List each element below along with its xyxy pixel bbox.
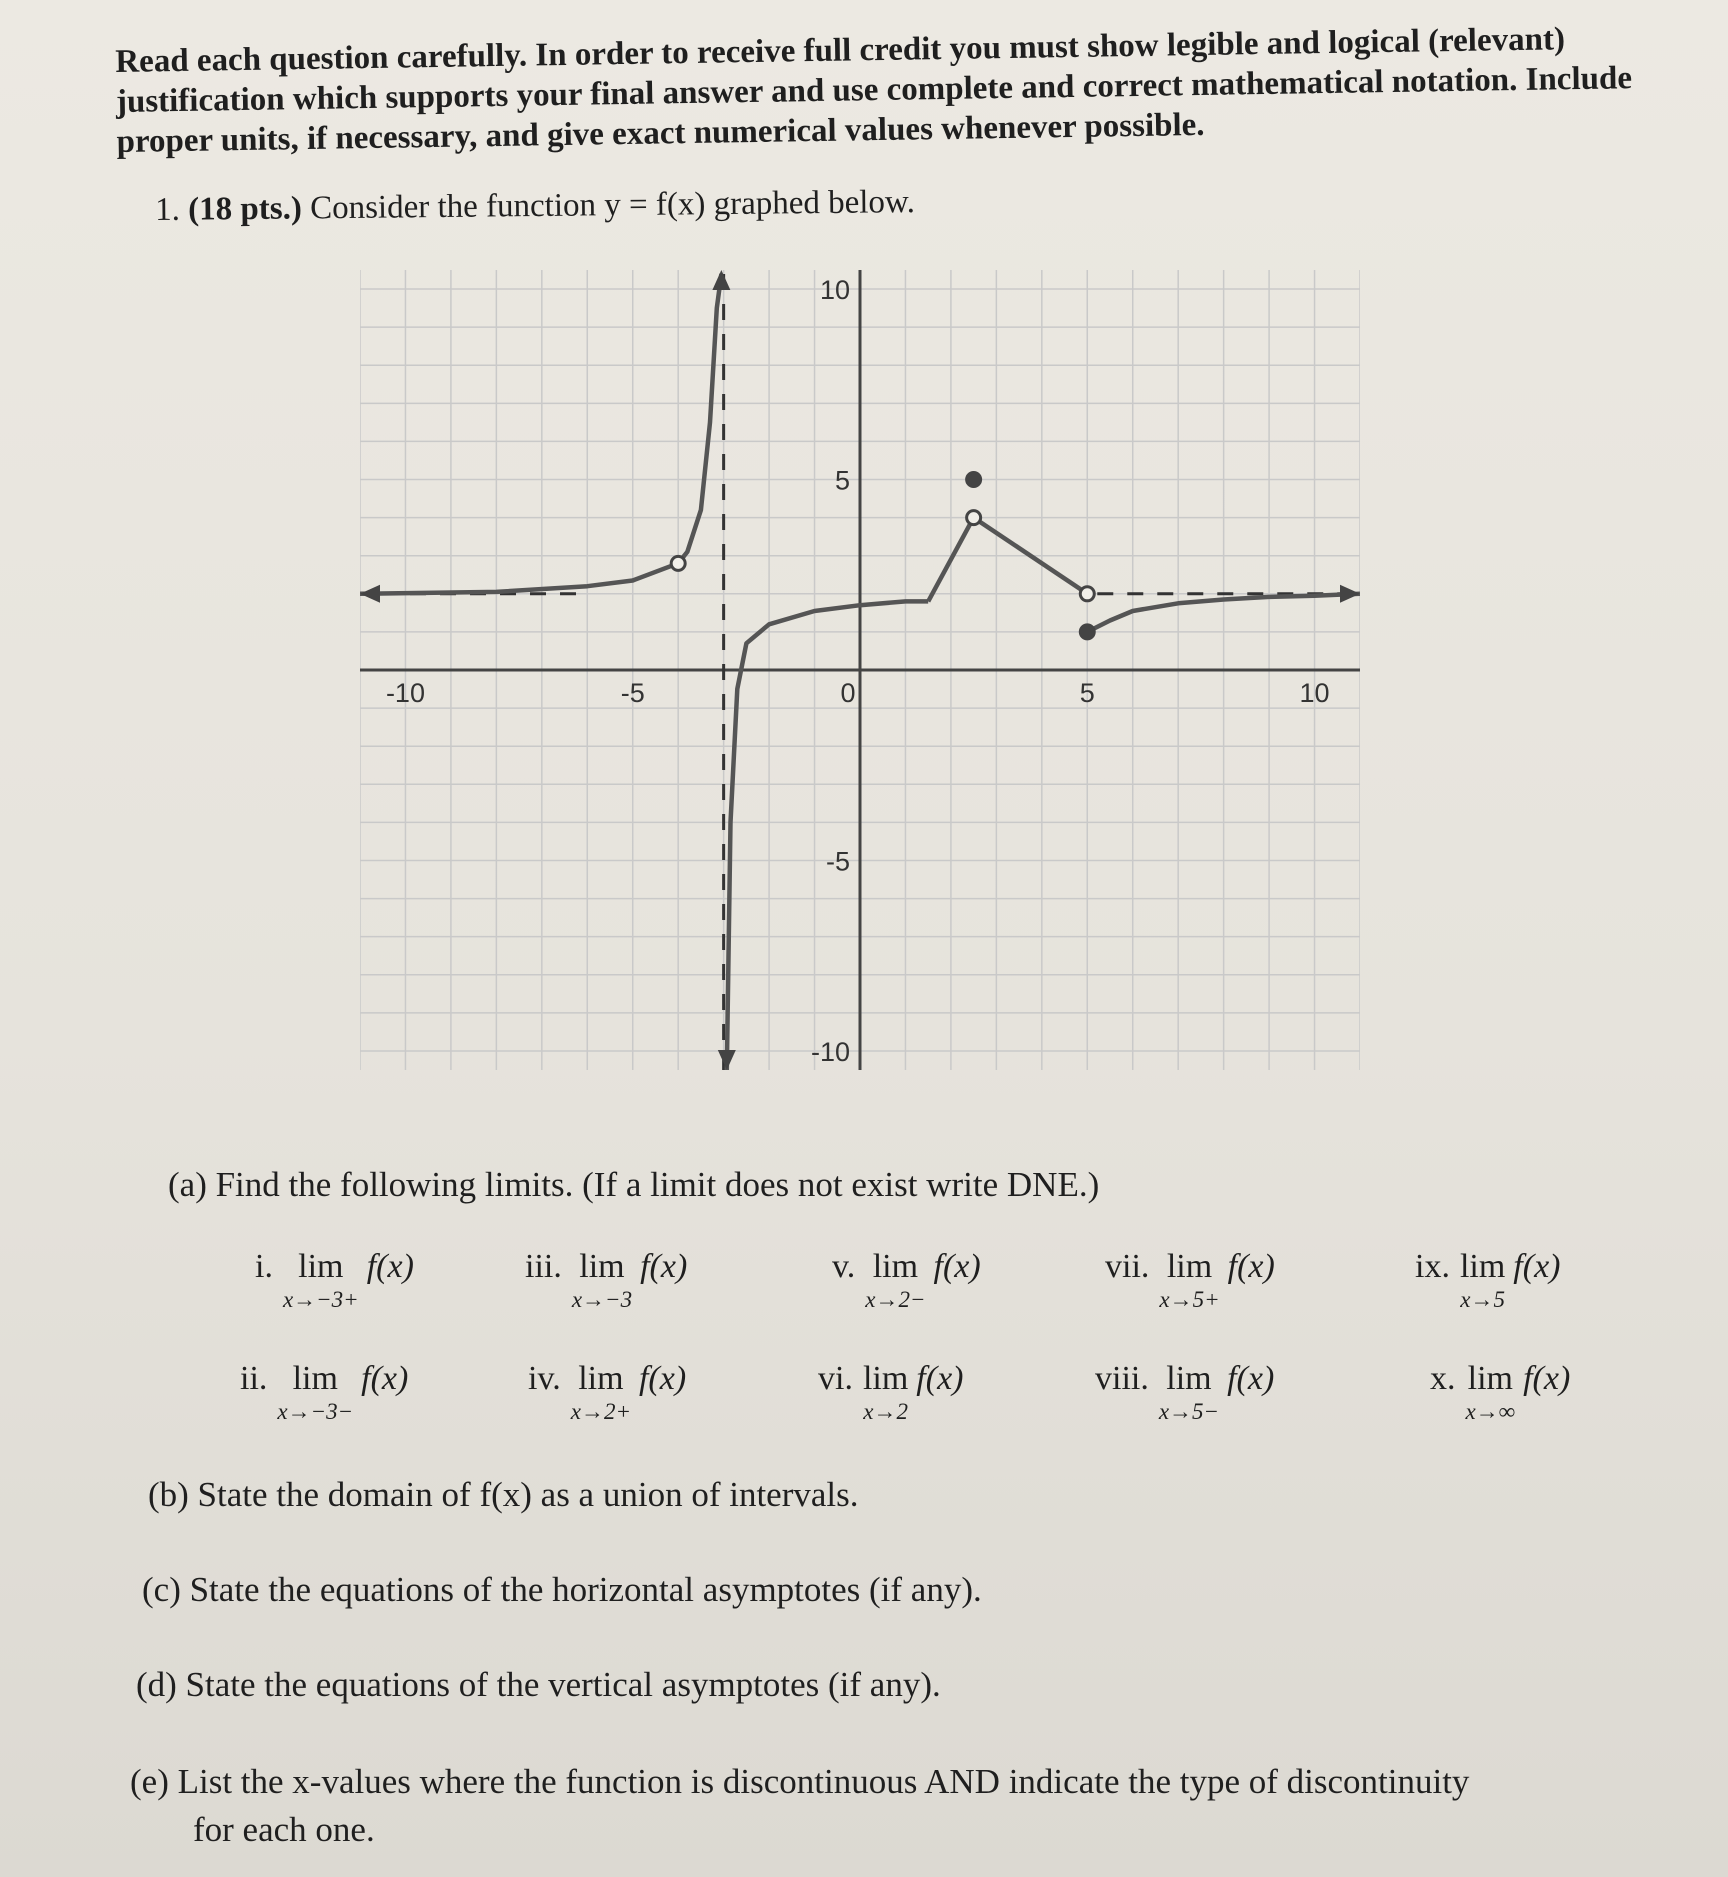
limit-approach: x→2+ bbox=[570, 1399, 631, 1424]
limit-word: lim bbox=[579, 1248, 625, 1285]
limit-approach: x→5− bbox=[1158, 1399, 1220, 1424]
limit-viii bbox=[1095, 1360, 1274, 1424]
open-point bbox=[1080, 587, 1094, 601]
y-tick-label: -5 bbox=[825, 846, 850, 877]
limit-approach: x→2 bbox=[863, 1399, 908, 1424]
limit-word: lim bbox=[872, 1248, 919, 1285]
limit-number: viii. bbox=[1095, 1360, 1149, 1397]
limit-number: iv. bbox=[528, 1360, 561, 1397]
arrow-down bbox=[718, 1050, 736, 1070]
part-a: (a) Find the following limits. (If a limit does not exist write DNE.) bbox=[168, 1165, 1100, 1204]
limit-function: f(x) bbox=[638, 1360, 687, 1397]
arrow-left bbox=[360, 585, 380, 603]
part-d: (d) State the equations of the vertical asymptotes (if any). bbox=[136, 1665, 941, 1704]
x-tick-label: 10 bbox=[1299, 678, 1330, 708]
open-point bbox=[967, 511, 981, 525]
y-tick-label: 10 bbox=[819, 275, 850, 306]
open-point bbox=[671, 556, 685, 570]
limit-number: iii. bbox=[525, 1248, 562, 1285]
limit-approach: x→∞ bbox=[1465, 1399, 1516, 1424]
part-c: (c) State the equations of the horizontal asymptotes (if any). bbox=[142, 1570, 982, 1609]
limit-number: ix. bbox=[1415, 1248, 1450, 1285]
limit-iii bbox=[525, 1248, 687, 1312]
limit-vi bbox=[818, 1360, 963, 1424]
limit-number: v. bbox=[832, 1248, 856, 1285]
limit-v bbox=[832, 1248, 981, 1312]
limit-function: f(x) bbox=[640, 1248, 688, 1285]
limit-approach: x→−3− bbox=[277, 1399, 354, 1424]
limit-function: f(x) bbox=[916, 1360, 964, 1397]
limit-iv bbox=[528, 1360, 686, 1424]
arrow-right bbox=[1340, 585, 1360, 603]
limit-word: lim bbox=[298, 1248, 344, 1285]
limit-word: lim bbox=[1459, 1248, 1506, 1285]
part-b: (b) State the domain of f(x) as a union of intervals. bbox=[148, 1475, 859, 1514]
limit-function: f(x) bbox=[1523, 1360, 1571, 1397]
limit-word: lim bbox=[292, 1360, 338, 1397]
limit-function: f(x) bbox=[1227, 1248, 1275, 1285]
limit-approach: x→5 bbox=[1460, 1287, 1505, 1312]
question-text: Consider the function y = f(x) graphed below. bbox=[309, 184, 916, 227]
curve-middle-branch bbox=[727, 601, 928, 1070]
limit-word: lim bbox=[862, 1360, 909, 1397]
arrow-up bbox=[712, 270, 730, 290]
function-graph bbox=[360, 270, 1360, 1070]
limit-function: f(x) bbox=[933, 1248, 981, 1285]
y-tick-label: -10 bbox=[810, 1036, 850, 1067]
curve-left-branch bbox=[360, 274, 721, 594]
limit-x bbox=[1430, 1360, 1570, 1424]
limit-word: lim bbox=[1467, 1360, 1513, 1397]
limit-number: vi. bbox=[818, 1360, 853, 1397]
part-e-continued: for each one. bbox=[193, 1810, 375, 1849]
x-tick-label: 5 bbox=[1079, 678, 1095, 708]
filled-point bbox=[967, 473, 981, 487]
question-1 bbox=[155, 184, 915, 229]
limit-word: lim bbox=[1166, 1360, 1212, 1397]
limit-function: f(x) bbox=[1513, 1248, 1561, 1285]
question-points: (18 pts.) bbox=[187, 190, 303, 228]
x-tick-label: 0 bbox=[840, 678, 856, 708]
limit-ii bbox=[240, 1360, 408, 1424]
x-tick-label: -10 bbox=[385, 678, 425, 708]
limit-word: lim bbox=[1166, 1248, 1213, 1285]
limit-number: x. bbox=[1430, 1360, 1456, 1397]
instructions: Read each question carefully. In order to receive full credit you must show legible and logical (relevant) justification which supports your final answer and use complete and correct mathematical notation. Include proper units, if necessary, and give exact numerical values whenever possible. bbox=[115, 21, 1633, 160]
x-tick-label: -5 bbox=[620, 678, 645, 708]
y-tick-label: 5 bbox=[834, 465, 850, 496]
limit-number: i. bbox=[255, 1248, 273, 1285]
limit-approach: x→2− bbox=[865, 1287, 926, 1312]
part-e: (e) List the x-values where the function is discontinuous AND indicate the type of discontinuity bbox=[130, 1762, 1470, 1801]
filled-point bbox=[1080, 625, 1094, 639]
limit-approach: x→5+ bbox=[1159, 1287, 1220, 1312]
limit-i bbox=[255, 1248, 414, 1312]
question-number: 1. bbox=[155, 191, 181, 228]
limit-word: lim bbox=[578, 1360, 624, 1397]
limit-ix bbox=[1415, 1248, 1560, 1312]
limit-number: vii. bbox=[1105, 1248, 1150, 1285]
limit-function: f(x) bbox=[361, 1360, 409, 1397]
limit-function: f(x) bbox=[366, 1248, 414, 1285]
limit-function: f(x) bbox=[1227, 1360, 1275, 1397]
limit-approach: x→−3+ bbox=[282, 1287, 359, 1312]
limit-number: ii. bbox=[240, 1360, 268, 1397]
limit-approach: x→−3 bbox=[571, 1287, 633, 1312]
limit-vii bbox=[1105, 1248, 1275, 1312]
